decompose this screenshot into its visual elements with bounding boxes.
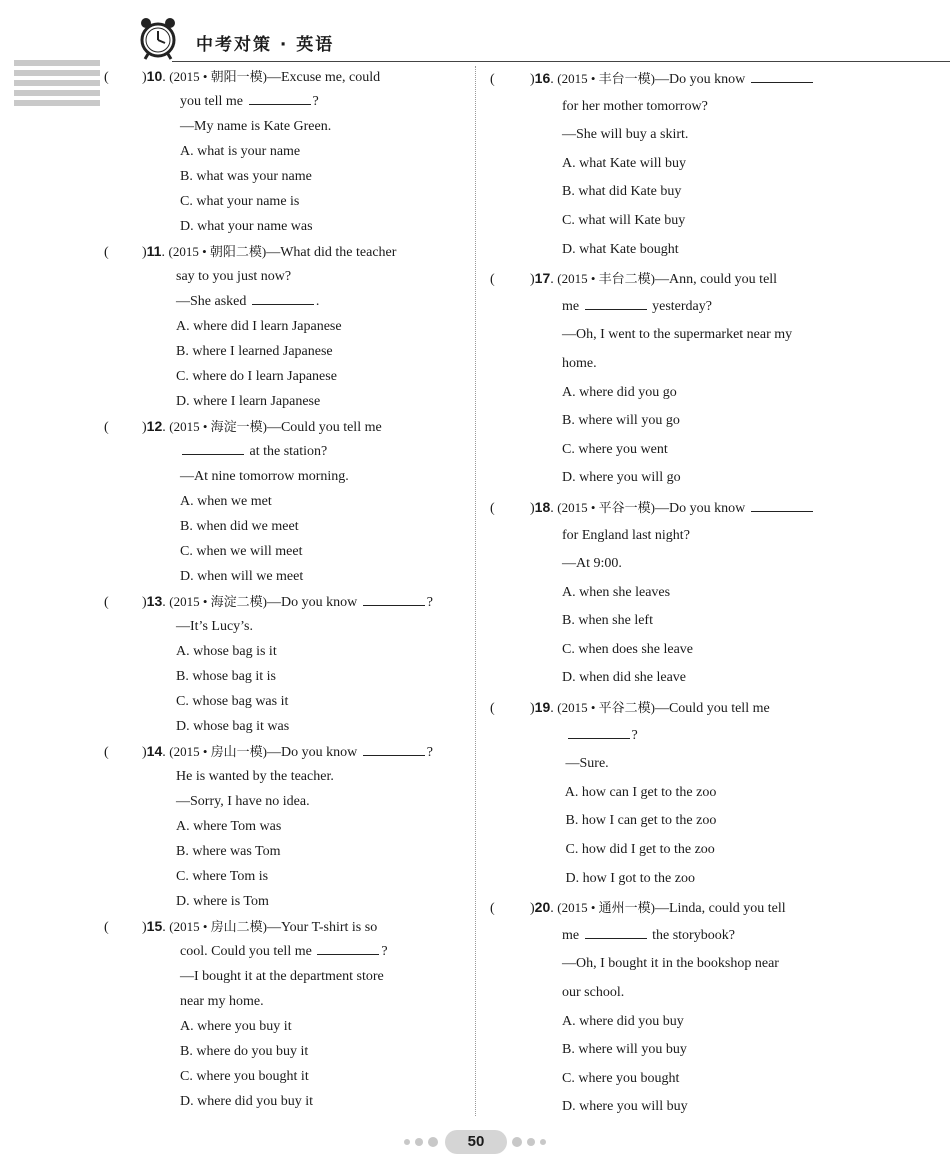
question-stem: say to you just now? — [176, 269, 292, 284]
option-b[interactable]: B. whose bag it is — [176, 669, 276, 684]
option-d[interactable]: D. what your name was — [180, 219, 313, 234]
decorative-dot — [512, 1137, 522, 1147]
question-stem: at the station? — [249, 444, 328, 459]
answer-blank[interactable] — [317, 940, 379, 955]
option-d[interactable]: D. when did she leave — [562, 670, 687, 686]
page-footer — [0, 1128, 950, 1158]
question-stem: —Do you know — [266, 595, 358, 610]
question-reply: —My name is Kate Green. — [180, 119, 332, 134]
question-source: (2015 • 海淀二模) — [169, 594, 267, 609]
question-number: 16 — [534, 70, 551, 86]
question-reply: near my home. — [180, 994, 264, 1009]
question-reply: —At 9:00. — [562, 556, 622, 572]
option-b[interactable]: B. where will you buy — [562, 1042, 687, 1058]
option-b[interactable]: B. where will you go — [562, 413, 680, 429]
option-b[interactable]: B. where do you buy it — [180, 1044, 309, 1059]
answer-blank[interactable] — [249, 90, 311, 105]
option-a[interactable]: A. when we met — [180, 494, 272, 509]
question-reply: —Sure. — [565, 756, 609, 772]
question-stem: —What did the teacher — [266, 245, 397, 260]
question-reply: —I bought it at the department store — [180, 969, 384, 984]
option-d[interactable]: D. where you will buy — [562, 1099, 688, 1115]
page-title: 中考对策 · 英语 — [196, 35, 335, 55]
question-number: 13 — [146, 593, 163, 609]
answer-blank[interactable] — [363, 591, 425, 606]
question-reply: home. — [562, 355, 597, 371]
option-d[interactable]: D. where I learn Japanese — [176, 394, 321, 409]
question-19: ( )19. (2015 • 平谷二模)—Could you tell me ? —Sure. A. how can I get to the zoo B. how I can get to the zoo C. how did I get to the zoo D. how I got to the zoo — [490, 699, 770, 886]
question-18: ( )18. (2015 • 平谷一模)—Do you know for England last night? —At 9:00. A. when she leaves B. when she left C. when does she leave D. when did she leave — [490, 493, 850, 693]
question-source: (2015 • 平谷二模) — [557, 700, 655, 716]
option-a[interactable]: A. how can I get to the zoo — [564, 784, 717, 800]
column-divider — [475, 66, 476, 1116]
question-stem: for her mother tomorrow? — [562, 98, 708, 114]
question-reply: —Oh, I bought it in the bookshop near — [562, 956, 779, 972]
question-stem: He is wanted by the teacher. — [176, 769, 334, 784]
option-c[interactable]: C. where Tom is — [176, 869, 269, 884]
question-stem: —Could you tell me — [654, 701, 770, 717]
answer-blank[interactable] — [252, 290, 314, 305]
option-c[interactable]: C. what your name is — [180, 194, 300, 209]
option-d[interactable]: D. how I got to the zoo — [565, 870, 695, 886]
question-number: 12 — [146, 418, 163, 434]
option-a[interactable]: A. when she leaves — [562, 584, 671, 600]
option-d[interactable]: D. where you will go — [562, 470, 681, 486]
question-reply: —She will buy a skirt. — [562, 127, 689, 143]
option-b[interactable]: B. what did Kate buy — [562, 184, 682, 200]
answer-blank[interactable] — [751, 68, 813, 83]
question-source: (2015 • 朝阳二模) — [168, 244, 267, 259]
question-number: 19 — [534, 699, 551, 716]
question-stem: for England last night? — [562, 527, 690, 543]
question-reply: —At nine tomorrow morning. — [180, 469, 349, 484]
question-number: 10 — [146, 68, 163, 84]
question-17: ( )17. (2015 • 丰台二模)—Ann, could you tell me yesterday? —Oh, I went to the supermarket near my home. A. where did you go B. where will you go C. where you went D. where you will go — [490, 270, 793, 486]
question-number: 14 — [146, 743, 163, 759]
question-14: ( )14. (2015 • 房山一模)—Do you know ? He is wanted by the teacher. —Sorry, I have no idea. A. where Tom was B. where was Tom C. where Tom is D. where is Tom — [104, 743, 433, 909]
question-source: (2015 • 海淀一模) — [169, 419, 267, 434]
question-stem: cool. Could you tell me — [180, 944, 312, 959]
option-a[interactable]: A. whose bag is it — [176, 644, 277, 659]
option-c[interactable]: C. when does she leave — [562, 641, 694, 657]
option-d[interactable]: D. where did you buy it — [180, 1094, 313, 1109]
answer-blank[interactable] — [751, 497, 813, 512]
option-a[interactable]: A. where did you buy — [562, 1013, 684, 1029]
question-source: (2015 • 丰台一模) — [557, 71, 655, 86]
answer-blank[interactable] — [568, 724, 630, 739]
answer-blank[interactable] — [182, 440, 244, 455]
question-reply: our school. — [562, 985, 625, 1000]
question-stem: —Linda, could you tell — [654, 901, 786, 917]
option-d[interactable]: D. whose bag it was — [176, 719, 290, 734]
option-c[interactable]: C. when we will meet — [180, 544, 303, 559]
option-d[interactable]: D. where is Tom — [176, 894, 269, 909]
answer-blank[interactable] — [585, 295, 647, 310]
question-stem: —Do you know — [654, 72, 746, 87]
question-stem: —Excuse me, could — [266, 70, 381, 85]
option-d[interactable]: D. when will we meet — [180, 569, 304, 584]
question-source: (2015 • 朝阳一模) — [169, 69, 267, 84]
option-a[interactable]: A. where you buy it — [180, 1019, 292, 1034]
header-rule — [172, 61, 950, 62]
option-c[interactable]: C. where you bought it — [180, 1069, 309, 1084]
decorative-dot — [404, 1139, 410, 1145]
option-c[interactable]: C. whose bag was it — [176, 694, 289, 709]
question-number: 11 — [146, 243, 162, 259]
option-a[interactable]: A. where did you go — [562, 384, 677, 400]
option-b[interactable]: B. where I learned Japanese — [176, 344, 333, 359]
option-c[interactable]: C. how did I get to the zoo — [565, 842, 715, 858]
option-a[interactable]: A. what Kate will buy — [562, 155, 687, 171]
option-b[interactable]: B. what was your name — [180, 169, 312, 184]
question-source: (2015 • 通州一模) — [557, 900, 655, 916]
question-reply: —She asked — [176, 294, 247, 309]
option-c[interactable]: C. what will Kate buy — [562, 212, 686, 228]
right-column — [490, 64, 850, 1122]
question-11: ( )11. (2015 • 朝阳二模)—What did the teacher say to you just now? —She asked . A. where did I learn Japanese B. where I learned Japanese C. where do I learn Japanese D. where I learn Japanese — [104, 243, 397, 409]
page-header — [0, 0, 950, 66]
question-source: (2015 • 丰台二模) — [557, 271, 655, 287]
decorative-dot — [415, 1138, 423, 1146]
decorative-dot — [428, 1137, 438, 1147]
question-stem: —Could you tell me — [266, 420, 382, 435]
question-12: ( )12. (2015 • 海淀一模)—Could you tell me at the station? —At nine tomorrow morning. A. when we met B. when did we meet C. when we will meet D. when will we meet — [104, 418, 382, 584]
question-stem: —Your T-shirt is so — [266, 920, 378, 935]
decorative-dot — [540, 1139, 546, 1145]
option-b[interactable]: B. when did we meet — [180, 519, 299, 534]
option-c[interactable]: C. where you bought — [562, 1070, 680, 1086]
decorative-stripes — [14, 60, 100, 108]
question-stem: —Do you know — [654, 500, 746, 516]
alarm-clock-icon — [138, 16, 178, 60]
question-10: ( )10. (2015 • 朝阳一模)—Excuse me, could you tell me ? —My name is Kate Green. A. what is your name B. what was your name C. what your name is D. what your name was — [104, 68, 381, 234]
option-c[interactable]: C. where do I learn Japanese — [176, 369, 337, 384]
question-reply: —It’s Lucy’s. — [176, 619, 253, 634]
question-15: ( )15. (2015 • 房山二模)—Your T-shirt is so cool. Could you tell me ? —I bought it at the department store near my home. A. where you buy it B. where do you buy it C. where you bought it D. where did you buy it — [104, 918, 388, 1109]
left-column — [104, 64, 464, 1114]
question-source: (2015 • 平谷一模) — [557, 499, 655, 515]
question-16: ( )16. (2015 • 丰台一模)—Do you know for her mother tomorrow? —She will buy a skirt. A. what Kate will buy B. what did Kate buy C. what will Kate buy D. what Kate bought — [490, 64, 850, 264]
decorative-dot — [527, 1138, 535, 1146]
option-b[interactable]: B. how I can get to the zoo — [565, 813, 717, 829]
question-reply: —Oh, I went to the supermarket near my — [562, 327, 793, 343]
option-a[interactable]: A. where Tom was — [176, 819, 282, 834]
option-d[interactable]: D. what Kate bought — [562, 241, 679, 257]
question-number: 18 — [534, 498, 551, 515]
question-source: (2015 • 房山二模) — [169, 919, 267, 934]
question-stem: you tell me — [180, 94, 243, 109]
option-c[interactable]: C. where you went — [562, 441, 668, 457]
question-source: (2015 • 房山一模) — [169, 744, 267, 759]
option-a[interactable]: A. what is your name — [180, 144, 301, 159]
page-number: 50 — [445, 1130, 507, 1154]
question-reply: —Sorry, I have no idea. — [176, 794, 310, 809]
question-number: 15 — [146, 918, 163, 934]
question-number: 20 — [534, 899, 551, 916]
question-13: ( )13. (2015 • 海淀二模)—Do you know ? —It’s Lucy’s. A. whose bag is it B. whose bag it is C. whose bag was it D. whose bag it was — [104, 593, 433, 734]
option-b[interactable]: B. when she left — [562, 613, 653, 629]
question-20: ( )20. (2015 • 通州一模)—Linda, could you tell me the storybook? —Oh, I bought it in the bookshop near our school. A. where did you buy B. where will you buy C. where you bought D. where you will buy — [490, 899, 786, 1115]
question-stem: —Do you know — [266, 745, 358, 760]
option-a[interactable]: A. where did I learn Japanese — [176, 319, 342, 334]
question-stem: me — [562, 927, 580, 943]
answer-blank[interactable] — [363, 741, 425, 756]
question-stem: —Ann, could you tell — [654, 272, 778, 288]
question-number: 17 — [534, 270, 551, 287]
question-stem: me — [562, 298, 580, 314]
answer-blank[interactable] — [585, 924, 647, 939]
option-b[interactable]: B. where was Tom — [176, 844, 281, 859]
